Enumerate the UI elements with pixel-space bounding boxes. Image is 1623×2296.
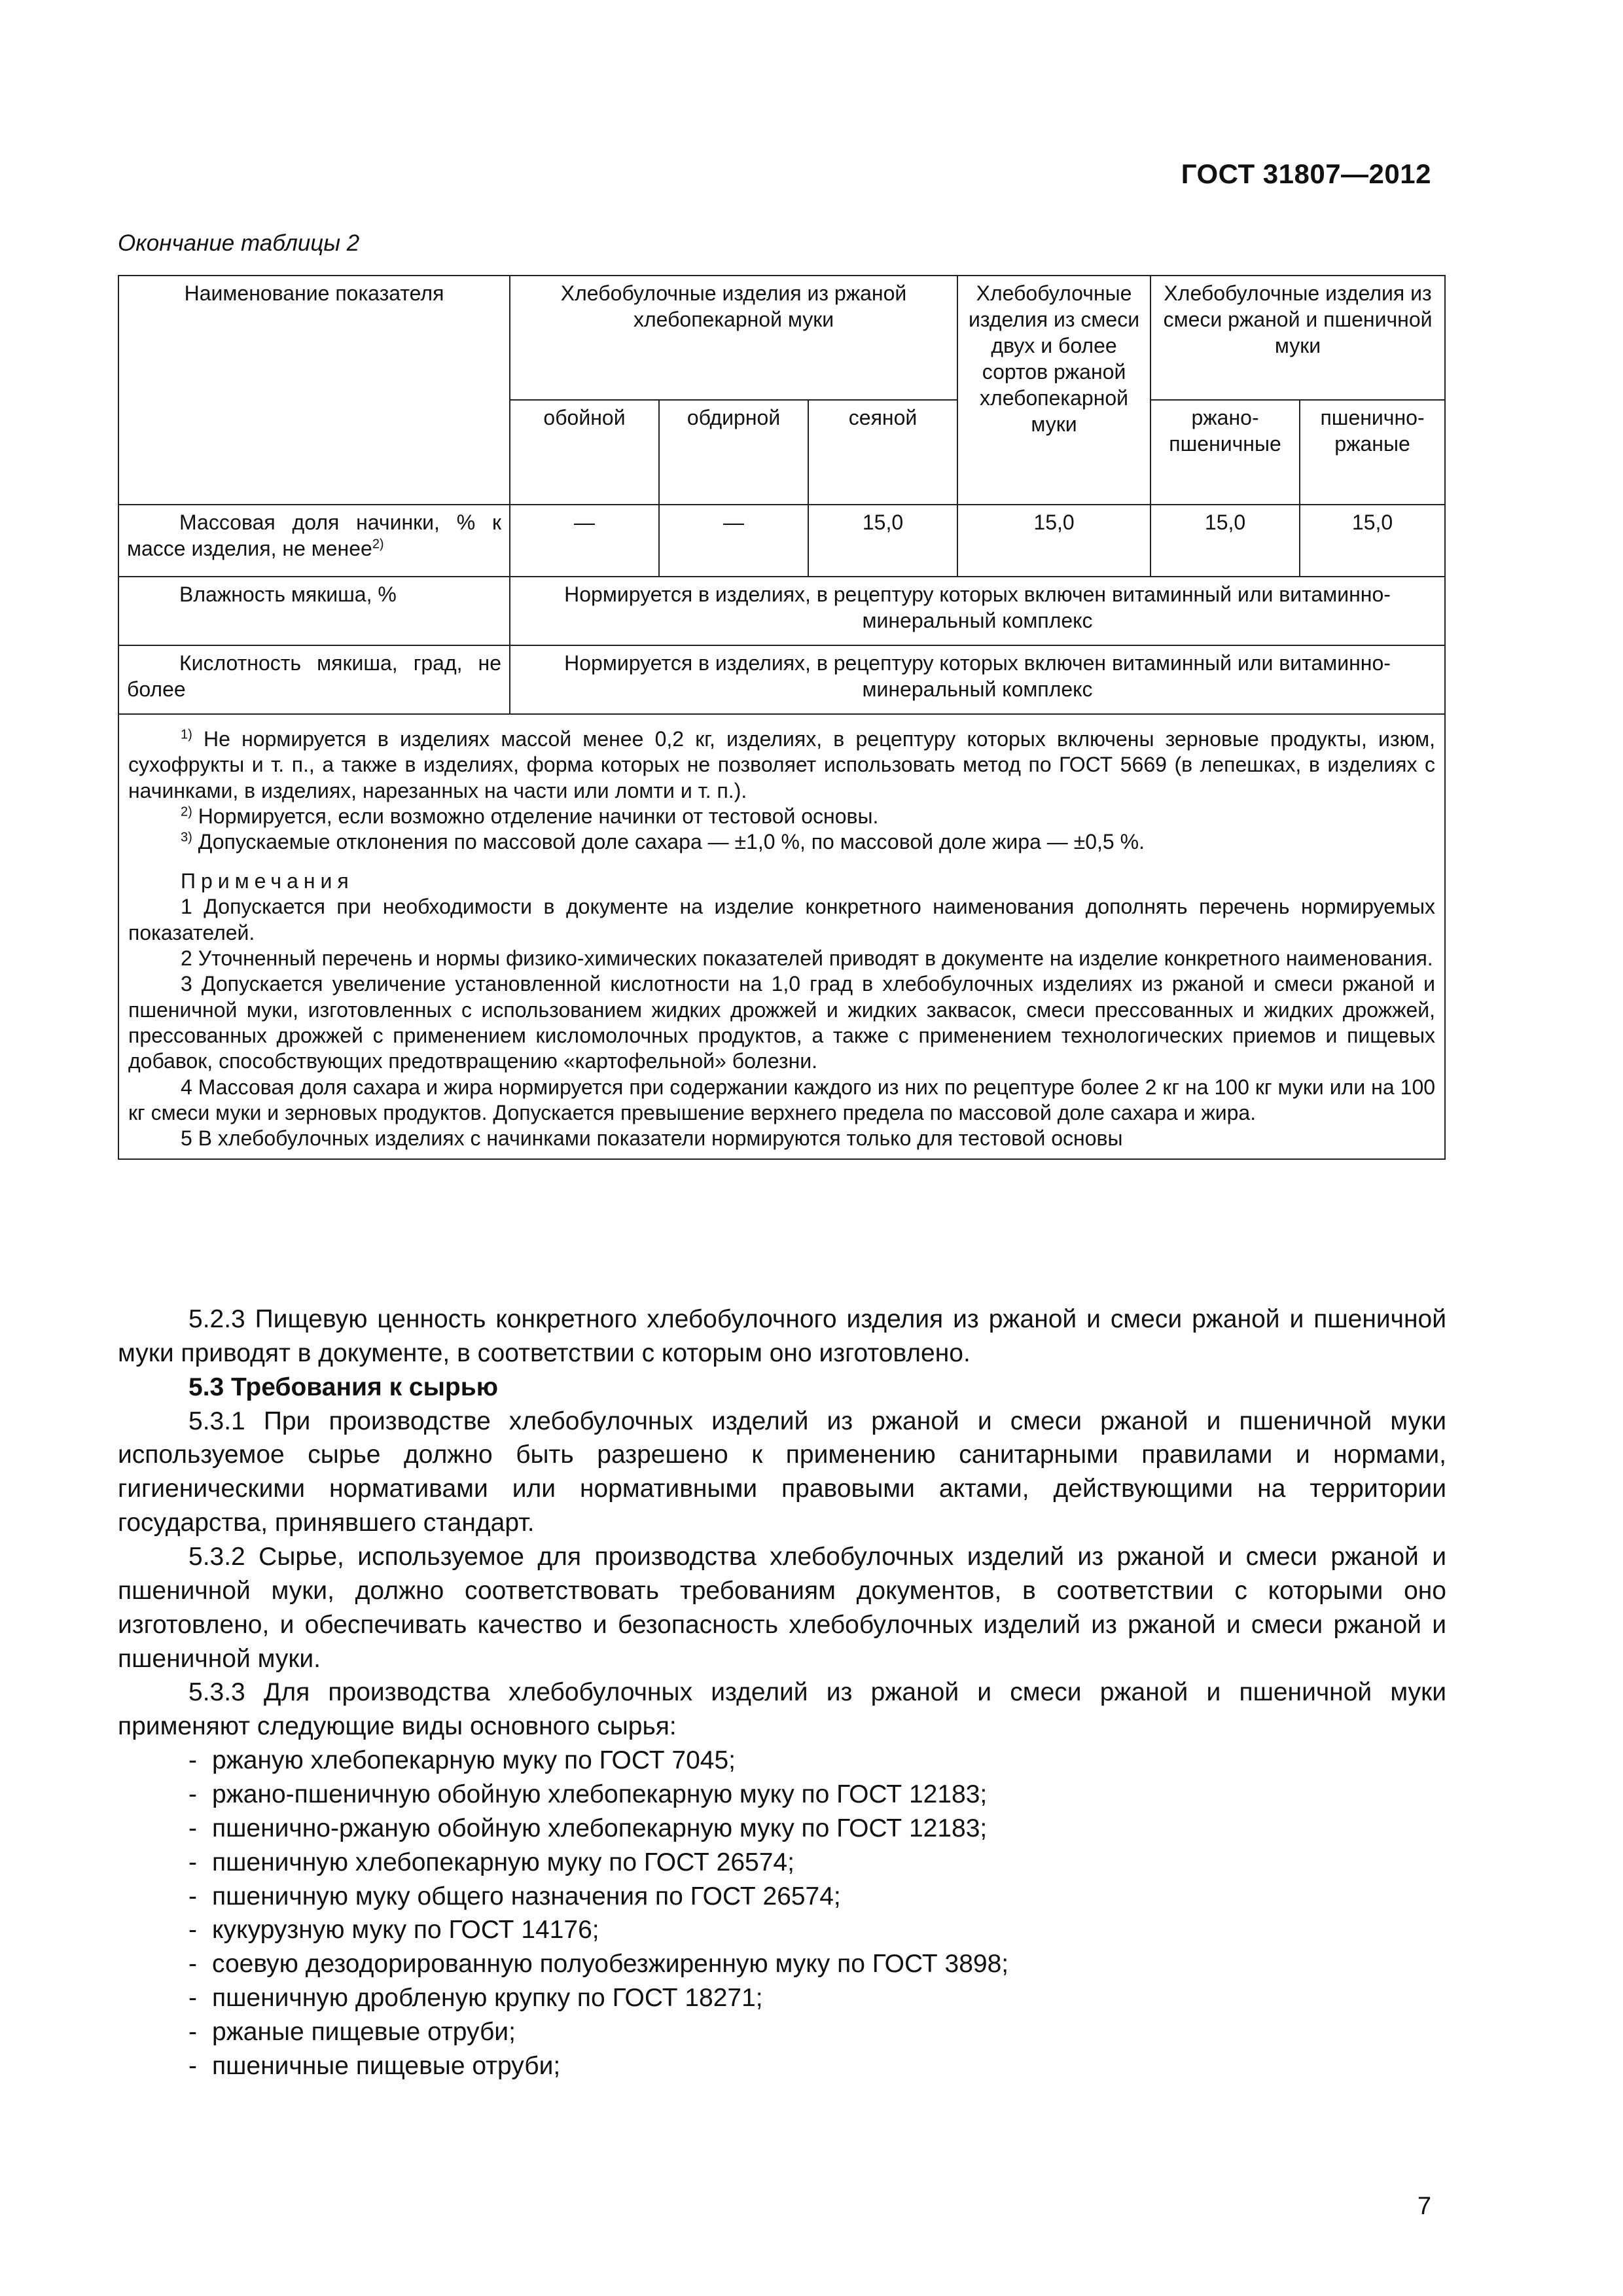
section-heading-5-3: 5.3 Требования к сырью bbox=[188, 1372, 499, 1401]
row-name: Массовая доля начинки, % к массе изделия, не менее$^{2)}$ bbox=[118, 505, 510, 577]
footnote: $^{2)}$ Нормируется, если возможно отделение начинки от тестовой основы. bbox=[181, 804, 879, 829]
subheader-wheat-rye: пшенично-ржаные bbox=[1300, 400, 1445, 505]
list-item: - ржаные пищевые отруби; bbox=[188, 2018, 516, 2047]
list-item: - пшеничную хлебопекарную муку по ГОСТ 26574; bbox=[188, 1848, 794, 1876]
list-item: - кукурузную муку по ГОСТ 14176; bbox=[188, 1916, 599, 1945]
table-row bbox=[118, 645, 1445, 714]
row-name: Кислотность мякиша, град, не более bbox=[118, 645, 510, 714]
row-merged-value: Нормируется в изделиях, в рецептуру которых включен витаминный или витаминно-минеральный комплекс bbox=[510, 577, 1445, 645]
list-item: - пшеничную дробленую крупку по ГОСТ 18271; bbox=[188, 1984, 763, 2013]
row-merged-value: Нормируется в изделиях, в рецептуру которых включен витаминный или витаминно-минеральный комплекс bbox=[510, 645, 1445, 714]
subheader-sifted: сеяной bbox=[808, 400, 957, 505]
note-item: 4 Массовая доля сахара и жира нормируется при содержании каждого из них по рецептуре более 2 кг на 100 кг муки или на 100 кг смеси муки и зерновых продуктов. Допускается превышение верхнего предела по массовой доле сахара и жира. bbox=[128, 1075, 1436, 1125]
note-item: 2 Уточненный перечень и нормы физико-химических показателей приводят в документе на изделие конкретного наименования. bbox=[181, 946, 1433, 970]
raw-materials-list bbox=[118, 1744, 1446, 2083]
specs-table bbox=[118, 275, 1446, 1160]
table-notes bbox=[118, 714, 1445, 1159]
footnote: $^{1)}$ Не нормируется в изделиях массой менее 0,2 кг, изделиях, в рецептуру которых включены зерновые продукты, изюм, сухофрукты и т. п., а также в изделиях, форма которых не позволяет использовать метод по ГОСТ 5669 (в лепешках, в изделиях с начинками, в изделиях, нарезанных на части или ломти и т. п.). bbox=[128, 727, 1436, 802]
row-value: 15,0 bbox=[808, 505, 957, 577]
subheader-wholemeal: обойной bbox=[510, 400, 659, 505]
table-caption: Окончание таблицы 2 bbox=[118, 230, 360, 256]
list-item: - пшеничную муку общего назначения по ГОСТ 26574; bbox=[188, 1882, 841, 1910]
table-row bbox=[118, 577, 1445, 645]
row-value: — bbox=[510, 505, 659, 577]
list-item: - ржаную хлебопекарную муку по ГОСТ 7045; bbox=[188, 1746, 736, 1775]
subheader-rye-wheat: ржано-пшеничные bbox=[1150, 400, 1300, 505]
row-value: 15,0 bbox=[957, 505, 1150, 577]
header-rye-wheat-group: Хлебобулочные изделия из смеси ржаной и пшеничной муки bbox=[1150, 276, 1445, 400]
header-mix-rye-group: Хлебобулочные изделия из смеси двух и более сортов ржаной хлебопекарной муки bbox=[957, 276, 1150, 505]
footnote: $^{3)}$ Допускаемые отклонения по массовой доле сахара — ±1,0 %, по массовой доле жира — ±0,5 %. bbox=[181, 830, 1145, 854]
note-item: 1 Допускается при необходимости в документе на изделие конкретного наименования дополнять перечень нормируемых показателей. bbox=[128, 895, 1436, 944]
document-header: ГОСТ 31807—2012 bbox=[1181, 158, 1431, 189]
note-item: 5 В хлебобулочных изделиях с начинками показатели нормируются только для тестовой основы bbox=[181, 1126, 1123, 1151]
header-indicator: Наименование показателя bbox=[118, 276, 510, 505]
list-item: - пшенично-ржаную обойную хлебопекарную муку по ГОСТ 12183; bbox=[188, 1814, 988, 1842]
paragraph-5-2-3: 5.2.3 Пищевую ценность конкретного хлебобулочного изделия из ржаной и смеси ржаной и пшеничной муки приводят в документе, в соответствии с которым оно изготовлено. bbox=[118, 1305, 1446, 1367]
row-value: 15,0 bbox=[1150, 505, 1300, 577]
row-value: 15,0 bbox=[1300, 505, 1445, 577]
body-text bbox=[118, 1302, 1446, 2083]
header-rye-group: Хлебобулочные изделия из ржаной хлебопекарной муки bbox=[510, 276, 957, 400]
page-number: 7 bbox=[1417, 2193, 1431, 2220]
notes-title: Примечания bbox=[181, 869, 354, 893]
table-row bbox=[118, 505, 1445, 577]
paragraph-5-3-3: 5.3.3 Для производства хлебобулочных изделий из ржаной и смеси ржаной и пшеничной муки применяют следующие виды основного сырья: bbox=[118, 1678, 1446, 1741]
note-item: 3 Допускается увеличение установленной кислотности на 1,0 град в хлебобулочных изделиях из ржаной и смеси ржаной и пшеничной муки, изготовленных с использованием жидких дрожжей и жидких заквасок, смеси прессованных и жидких дрожжей, прессованных дрожжей с применением кисломолочных продуктов, а также с применением технологических приемов и пищевых добавок, способствующих предотвращению «картофельной» болезни. bbox=[128, 972, 1436, 1073]
row-value: — bbox=[659, 505, 808, 577]
paragraph-5-3-1: 5.3.1 При производстве хлебобулочных изделий из ржаной и смеси ржаной и пшеничной муки используемое сырье должно быть разрешено к применению санитарными правилами и нормами, гигиеническими нормативами или нормативными правовыми актами, действующими на территории государства, принявшего стандарт. bbox=[118, 1407, 1446, 1537]
paragraph-5-3-2: 5.3.2 Сырье, используемое для производства хлебобулочных изделий из ржаной и смеси ржаной и пшеничной муки, должно соответствовать требованиям документов, в соответствии с которыми оно изготовлено, и обеспечивать качество и безопасность хлебобулочных изделий из ржаной и смеси ржаной и пшеничной муки. bbox=[118, 1543, 1446, 1673]
list-item: - ржано-пшеничную обойную хлебопекарную муку по ГОСТ 12183; bbox=[188, 1780, 988, 1809]
subheader-peeled: обдирной bbox=[659, 400, 808, 505]
row-name: Влажность мякиша, % bbox=[118, 577, 510, 645]
list-item: - пшеничные пищевые отруби; bbox=[188, 2051, 561, 2080]
list-item: - соевую дезодорированную полуобезжиренную муку по ГОСТ 3898; bbox=[188, 1950, 1009, 1979]
